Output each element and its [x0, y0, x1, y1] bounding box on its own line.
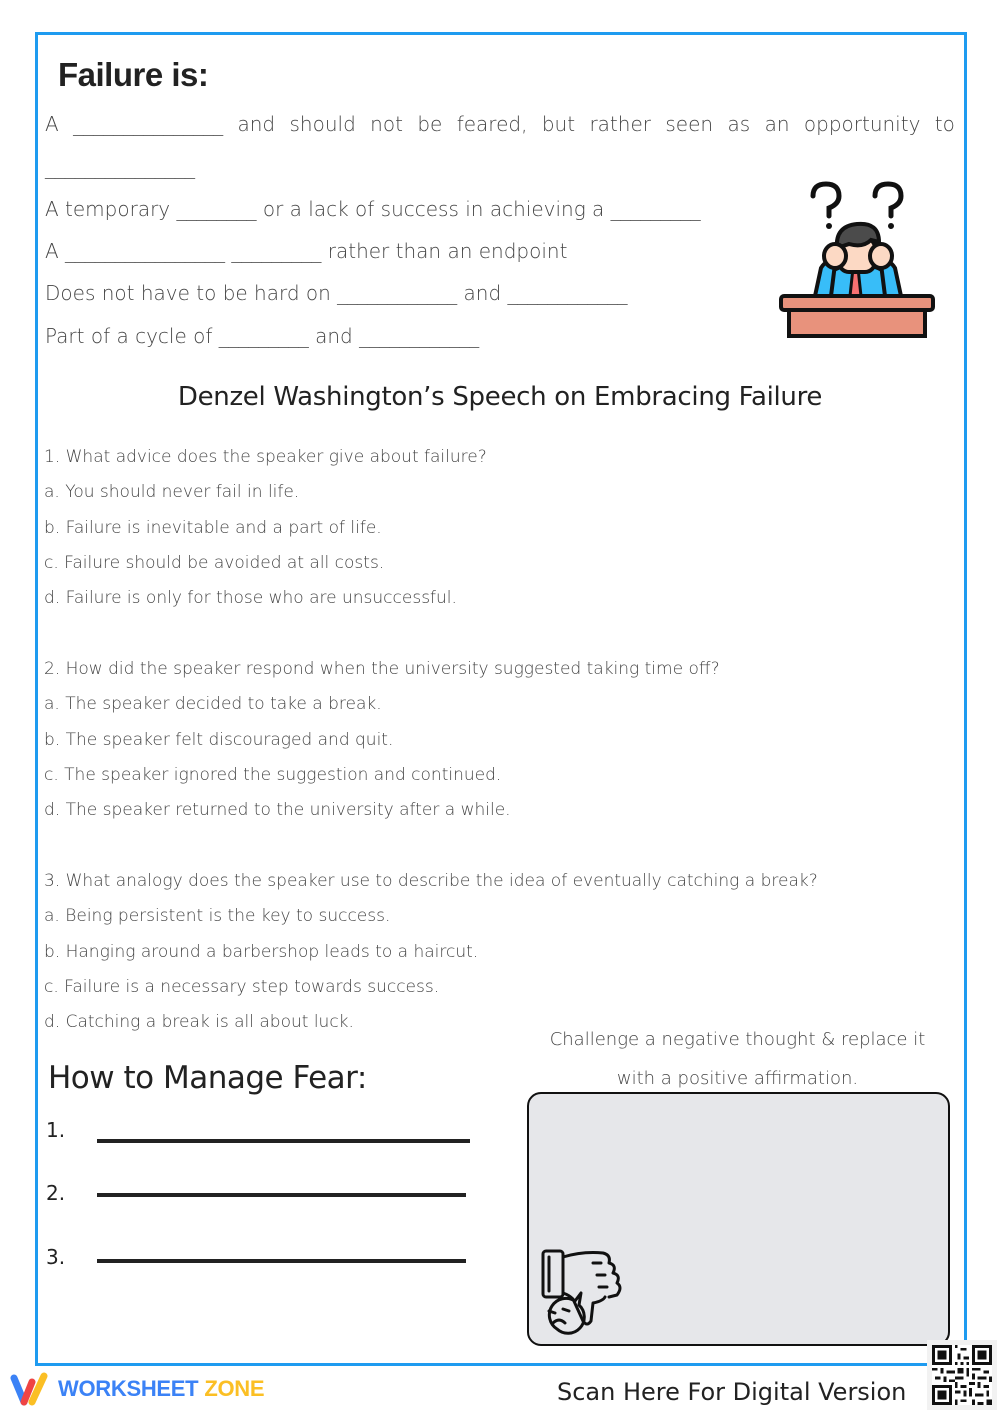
fear-answer-line-1[interactable] [97, 1139, 470, 1143]
word: seen [665, 112, 714, 136]
word: and [237, 112, 276, 136]
brand-name-part-1: WORKSHEET [58, 1376, 199, 1401]
fill-line-2[interactable]: A temporary ________ or a lack of success in achieving a _________ [45, 197, 701, 221]
fear-item-number-3: 3. [46, 1245, 66, 1269]
fill-line-1-continuation[interactable]: _______________ [45, 155, 195, 179]
word: be [417, 112, 443, 136]
fear-section-title: How to Manage Fear: [48, 1060, 367, 1096]
answer-option[interactable]: d. The speaker returned to the university after a while. [44, 800, 511, 821]
answer-option[interactable]: c. Failure should be avoided at all costs. [44, 552, 385, 573]
qr-code-icon [932, 1345, 992, 1405]
qr-code[interactable] [927, 1340, 997, 1410]
fear-item-number-2: 2. [46, 1181, 66, 1205]
word: A [45, 112, 59, 136]
question-2 [44, 652, 720, 828]
word: not [370, 112, 403, 136]
question-text: 2. How did the speaker respond when the university suggested taking time off? [44, 659, 720, 679]
answer-option[interactable]: a. Being persistent is the key to success. [44, 906, 391, 927]
confused-person-icon [775, 178, 940, 343]
answer-option[interactable]: d. Failure is only for those who are unsuccessful. [44, 588, 457, 609]
challenge-prompt [525, 1020, 950, 1098]
answer-option[interactable]: b. Failure is inevitable and a part of life. [44, 517, 382, 538]
scan-digital-version-text: Scan Here For Digital Version [557, 1378, 907, 1406]
word: an [764, 112, 790, 136]
answer-option[interactable]: c. The speaker ignored the suggestion and continued. [44, 764, 502, 785]
question-text: 3. What analogy does the speaker use to describe the idea of eventually catching a break? [44, 871, 818, 891]
speech-section-title: Denzel Washington’s Speech on Embracing Failure [177, 382, 823, 412]
brand-name-part-2: ZONE [204, 1376, 265, 1401]
word: as [727, 112, 751, 136]
word: should [289, 112, 356, 136]
word: to [934, 112, 955, 136]
fear-answer-line-2[interactable] [97, 1193, 466, 1197]
blank-1[interactable]: _______________ [73, 112, 224, 136]
word: opportunity [803, 112, 921, 136]
question-3 [44, 864, 818, 1040]
worksheet-zone-logo[interactable] [10, 1372, 264, 1406]
question-1 [44, 440, 487, 616]
logo-mark-icon [10, 1372, 50, 1406]
fill-line-5[interactable]: Part of a cycle of _________ and ____________ [45, 324, 480, 348]
fill-line-3[interactable]: A ________________ _________ rather than an endpoint [45, 239, 568, 263]
failure-section-title: Failure is: [58, 56, 209, 93]
word: feared, [456, 112, 528, 136]
answer-option[interactable]: c. Failure is a necessary step towards success. [44, 976, 440, 997]
answer-option[interactable]: b. Hanging around a barbershop leads to a haircut. [44, 941, 479, 962]
fill-line-4[interactable]: Does not have to be hard on ____________ and ____________ [45, 281, 628, 305]
word: rather [589, 112, 651, 136]
challenge-prompt-line-1: Challenge a negative thought & replace it [549, 1029, 926, 1050]
answer-option[interactable]: a. The speaker decided to take a break. [44, 694, 382, 715]
challenge-prompt-line-2: with a positive affirmation. [616, 1068, 859, 1089]
word: but [541, 112, 576, 136]
fear-answer-line-3[interactable] [97, 1259, 466, 1263]
fill-line-1 [45, 112, 955, 136]
fear-item-number-1: 1. [46, 1118, 66, 1142]
question-text: 1. What advice does the speaker give about failure? [44, 447, 487, 467]
answer-option[interactable]: d. Catching a break is all about luck. [44, 1012, 354, 1033]
answer-option[interactable]: a. You should never fail in life. [44, 482, 300, 503]
thumbs-down-sad-face-icon [535, 1245, 630, 1335]
answer-option[interactable]: b. The speaker felt discouraged and quit. [44, 729, 394, 750]
